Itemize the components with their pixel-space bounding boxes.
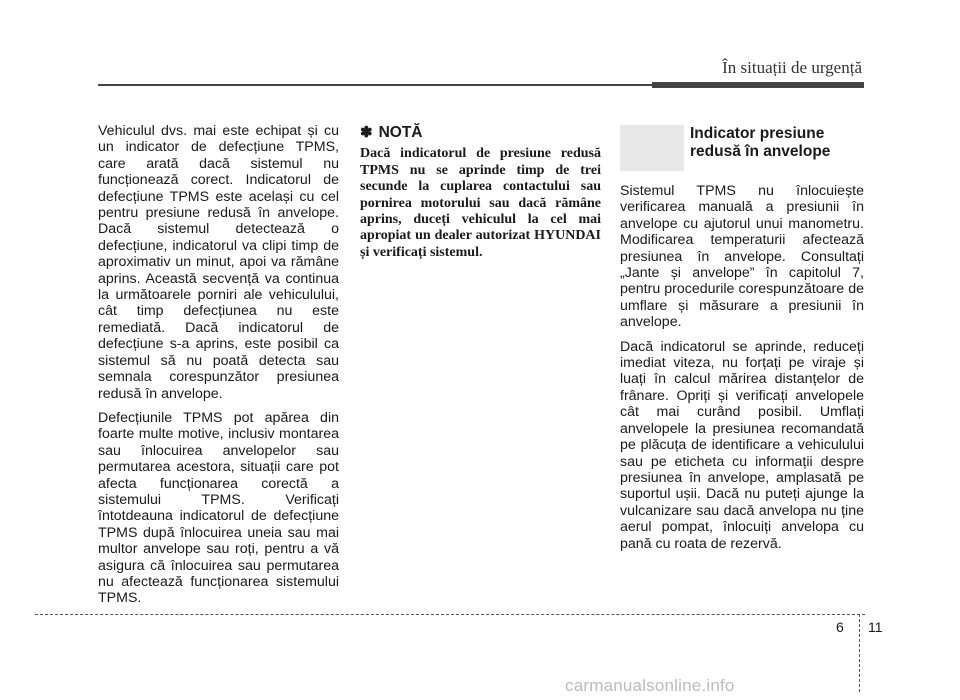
note-star-icon: ✽ (360, 124, 373, 141)
indicator-title: Indicator presiune redusă în anvelope (690, 125, 831, 160)
paragraph: Dacă indicatorul se aprinde, reduceți imediat viteza, nu forțați pe viraje și luați în calcul mărirea distanțelor de frânare. Opriți și verificați anvelopele cât mai curând posibil. Umflați anvelopele la presiunea recomandată pe plăcuța de identificare a vehiculului sau pe eticheta cu informații despre presiunea în anvelope, amplasată pe suportul ușii. Dacă nu puteți ajunge la vulcanizare sau dacă anvelopa nu ține aerul pompat, înlocuiți anvelopa cu pană cu roata de rezervă. (620, 338, 864, 552)
paragraph: Sistemul TPMS nu înlocuiește verificarea manuală a presiunii în anvelope cu ajutorul unui manometru. Modificarea temperaturii afectează presiunea în anvelope. Consultați „Jante și anvelope” în capitolul 7, pentru procedurile corespunzătoare de umflare și măsurare a presiunii în anvelope. (620, 183, 864, 331)
section-title: În situații de urgență (722, 58, 862, 77)
right-column (620, 125, 864, 560)
chapter-number: 6 (836, 619, 844, 635)
left-column (98, 123, 339, 615)
header-accent-bar (652, 82, 864, 88)
note-body: Dacă indicatorul de presiune redusă TPMS nu se aprinde timp de trei secunde la cuplarea contactului sau pornirea motorului sau dacă rămâne aprins, duceți vehiculul la cel mai apropiat un dealer autorizat HYUNDAI și verificați sistemul. (360, 146, 601, 260)
note-title-label: NOTĂ (378, 124, 423, 141)
watermark: carmanualsonline.info (565, 676, 735, 695)
page-divider (859, 614, 860, 692)
paragraph: Vehiculul dvs. mai este echipat și cu un indicator de defecțiune TPMS, care arată dacă sistemul nu funcționează corect. Indicatorul de defecțiune TPMS este același cu cel pentru presiune redusă în anvelope. Dacă sistemul detectează o defecțiune, indicatorul va clipi timp de aproximativ un minut, apoi va rămâne aprins. Această secvență va continua la următoarele porniri ale vehiculului, cât timp defecțiunea nu este remediată. Dacă indicatorul de defecțiune s-a aprins, este posibil ca sistemul să nu poată detecta sau semnala corespunzător presiunea redusă în anvelope. (98, 123, 339, 402)
note-column (360, 125, 601, 261)
indicator-image-placeholder (620, 125, 684, 171)
footer-rule (35, 614, 865, 615)
note-title (360, 125, 601, 141)
paragraph: Defecțiunile TPMS pot apărea din foarte multe motive, inclusiv montarea sau înlocuirea anvelopelor sau permutarea acestora, situații care pot afecta funcționarea corectă a sistemului TPMS. Verificați întotdeauna indicatorul de defecțiune TPMS după înlocuirea uneia sau mai multor anvelope sau roți, pentru a vă asigura că înlocuirea sau permutarea nu afectează funcționarea sistemului TPMS. (98, 409, 339, 607)
page-number: 11 (868, 619, 883, 635)
